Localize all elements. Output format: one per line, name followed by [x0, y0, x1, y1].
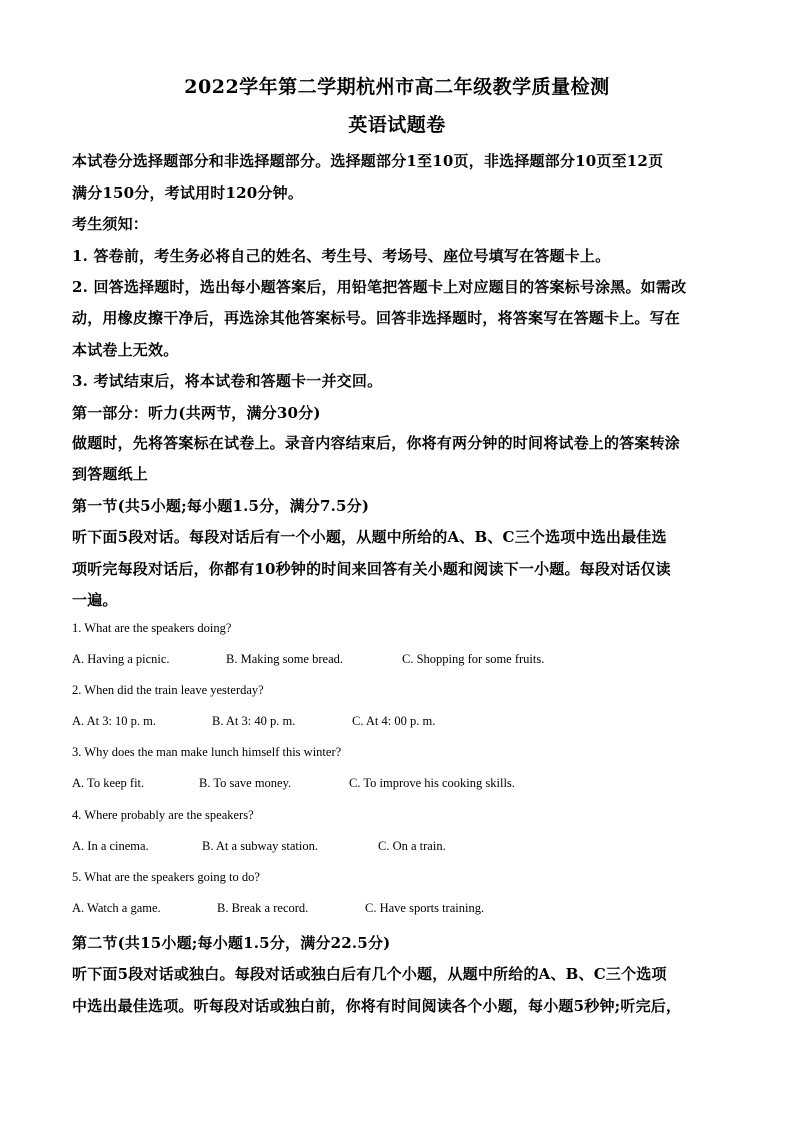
question-stem: 1. What are the speakers doing? — [72, 621, 232, 635]
option-c: C. On a train. — [378, 839, 446, 853]
question-stem: 2. When did the train leave yesterday? — [72, 683, 264, 697]
rule-3: 3. 考试结束后，将本试卷和答题卡一并交回。 — [72, 372, 383, 390]
part1-instruction-line-2: 到答题纸上 — [72, 465, 149, 483]
option-c: C. Have sports training. — [365, 901, 485, 915]
option-c: C. Shopping for some fruits. — [402, 652, 545, 666]
option-a: A. Having a picnic. — [72, 652, 170, 666]
rule-2-line-1: 2. 回答选择题时，选出每小题答案后，用铅笔把答题卡上对应题目的答案标号涂黑。如需改 — [72, 278, 687, 296]
section1-instruction-line-3: 一遍。 — [72, 591, 118, 609]
exam-title: 2022学年第二学期杭州市高二年级教学质量检测 — [184, 76, 610, 98]
part1-instruction-line-1: 做题时，先将答案标在试卷上。录音内容结束后，你将有两分钟的时间将试卷上的答案转涂 — [72, 434, 681, 452]
section1-instruction-line-1: 听下面5段对话。每段对话后有一个小题，从题中所给的A、B、C三个选项中选出最佳选 — [72, 528, 667, 546]
option-a: A. In a cinema. — [72, 839, 149, 853]
intro-line-2: 满分150分，考试用时120分钟。 — [72, 184, 304, 202]
option-c: C. To improve his cooking skills. — [349, 776, 515, 790]
rule-1: 1. 答卷前，考生务必将自己的姓名、考生号、考场号、座位号填写在答题卡上。 — [72, 247, 611, 265]
section2-instruction-line-2: 中选出最佳选项。听每段对话或独白前，你将有时间阅读各个小题，每小题5秒钟;听完后， — [72, 997, 682, 1015]
option-a: A. To keep fit. — [72, 776, 145, 790]
section1-heading: 第一节(共5小题;每小题1.5分，满分7.5分) — [72, 497, 370, 515]
section1-instruction-line-2: 项听完每段对话后，你都有10秒钟的时间来回答有关小题和阅读下一小题。每段对话仅读 — [72, 560, 671, 578]
part1-heading: 第一部分：听力(共两节，满分30分) — [72, 404, 321, 422]
option-b: B. At a subway station. — [202, 839, 318, 853]
option-b: B. To save money. — [199, 776, 292, 790]
intro-line-1: 本试卷分选择题部分和非选择题部分。选择题部分1至10页，非选择题部分10页至12页 — [72, 152, 664, 170]
question-stem: 3. Why does the man make lunch himself this winter? — [72, 745, 342, 759]
section2-instruction-line-1: 听下面5段对话或独白。每段对话或独白后有几个小题，从题中所给的A、B、C三个选项 — [72, 965, 667, 983]
option-a: A. At 3: 10 p. m. — [72, 714, 157, 728]
question-stem: 5. What are the speakers going to do? — [72, 870, 260, 884]
option-b: B. At 3: 40 p. m. — [212, 714, 296, 728]
exam-subtitle: 英语试题卷 — [348, 114, 446, 136]
question-stem: 4. Where probably are the speakers? — [72, 808, 254, 822]
option-a: A. Watch a game. — [72, 901, 161, 915]
option-c: C. At 4: 00 p. m. — [352, 714, 436, 728]
notice-heading: 考生须知： — [72, 215, 149, 233]
option-b: B. Making some bread. — [226, 652, 343, 666]
option-b: B. Break a record. — [217, 901, 309, 915]
section2-heading: 第二节(共15小题;每小题1.5分，满分22.5分) — [72, 934, 391, 952]
rule-2-line-3: 本试卷上无效。 — [72, 341, 179, 359]
rule-2-line-2: 动，用橡皮擦干净后，再选涂其他答案标号。回答非选择题时，将答案写在答题卡上。写在 — [72, 309, 681, 327]
